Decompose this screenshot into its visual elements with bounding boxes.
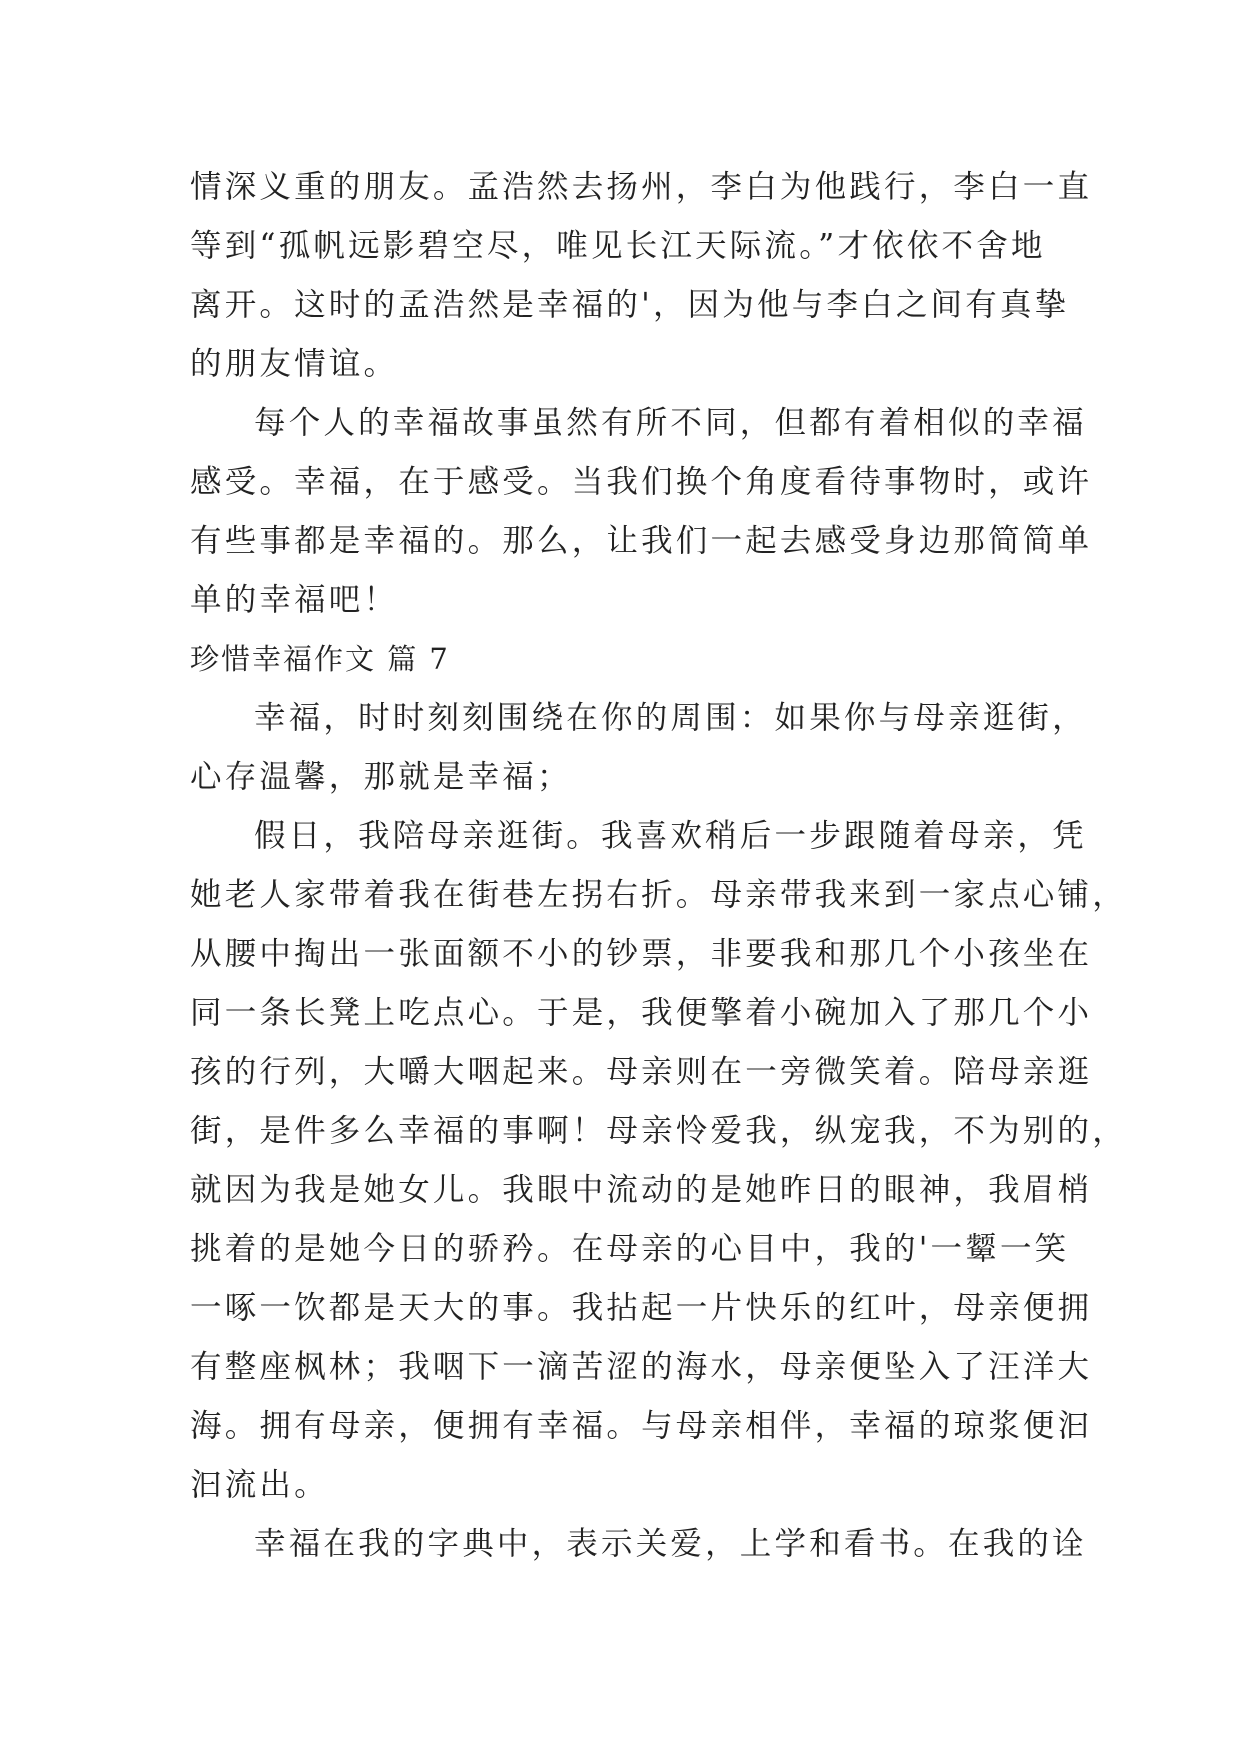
text-line: 每个人的幸福故事虽然有所不同，但都有着相似的幸福 <box>254 405 1087 441</box>
text-line: 海。拥有母亲，便拥有幸福。与母亲相伴，幸福的琼浆便汩 <box>190 1408 1093 1444</box>
text-line: 同一条长凳上吃点心。于是，我便擎着小碗加入了那几个小 <box>190 995 1093 1031</box>
text-line: 幸福在我的字典中，表示关爱，上学和看书。在我的诠 <box>254 1526 1087 1562</box>
text-line: 情深义重的朋友。孟浩然去扬州，李白为他践行，李白一直 <box>190 169 1093 205</box>
section-heading: 珍惜幸福作文 篇 7 <box>190 642 450 676</box>
text-line: 的朋友情谊。 <box>190 346 399 382</box>
text-line: 街，是件多么幸福的事啊！母亲怜爱我，纵宠我，不为别的， <box>190 1113 1127 1149</box>
text-line: 离开。这时的孟浩然是幸福的'，因为他与李白之间有真挚 <box>190 287 1070 323</box>
text-line: 有些事都是幸福的。那么，让我们一起去感受身边那简简单 <box>190 523 1093 559</box>
text-line: 感受。幸福，在于感受。当我们换个角度看待事物时，或许 <box>190 464 1093 500</box>
text-line: 幸福，时时刻刻围绕在你的周围：如果你与母亲逛街， <box>254 700 1087 736</box>
text-line: 心存温馨，那就是幸福； <box>190 759 572 795</box>
text-line: 就因为我是她女儿。我眼中流动的是她昨日的眼神，我眉梢 <box>190 1172 1093 1208</box>
text-line: 从腰中掏出一张面额不小的钞票，非要我和那几个小孩坐在 <box>190 936 1093 972</box>
text-line: 有整座枫林；我咽下一滴苦涩的海水，母亲便坠入了汪洋大 <box>190 1349 1093 1385</box>
text-line: 假日，我陪母亲逛街。我喜欢稍后一步跟随着母亲，凭 <box>254 818 1087 854</box>
text-line: 她老人家带着我在街巷左拐右折。母亲带我来到一家点心铺， <box>190 877 1127 913</box>
text-line: 挑着的是她今日的骄矜。在母亲的心目中，我的'一颦一笑 <box>190 1231 1070 1267</box>
text-line: 一啄一饮都是天大的事。我拈起一片快乐的红叶，母亲便拥 <box>190 1290 1093 1326</box>
document-body <box>190 158 1127 1574</box>
text-line: 单的幸福吧！ <box>190 582 399 618</box>
text-line: 汩流出。 <box>190 1467 329 1503</box>
text-line: 等到“孤帆远影碧空尽，唯见长江天际流。”才依依不舍地 <box>190 228 1046 264</box>
text-line: 孩的行列，大嚼大咽起来。母亲则在一旁微笑着。陪母亲逛 <box>190 1054 1093 1090</box>
